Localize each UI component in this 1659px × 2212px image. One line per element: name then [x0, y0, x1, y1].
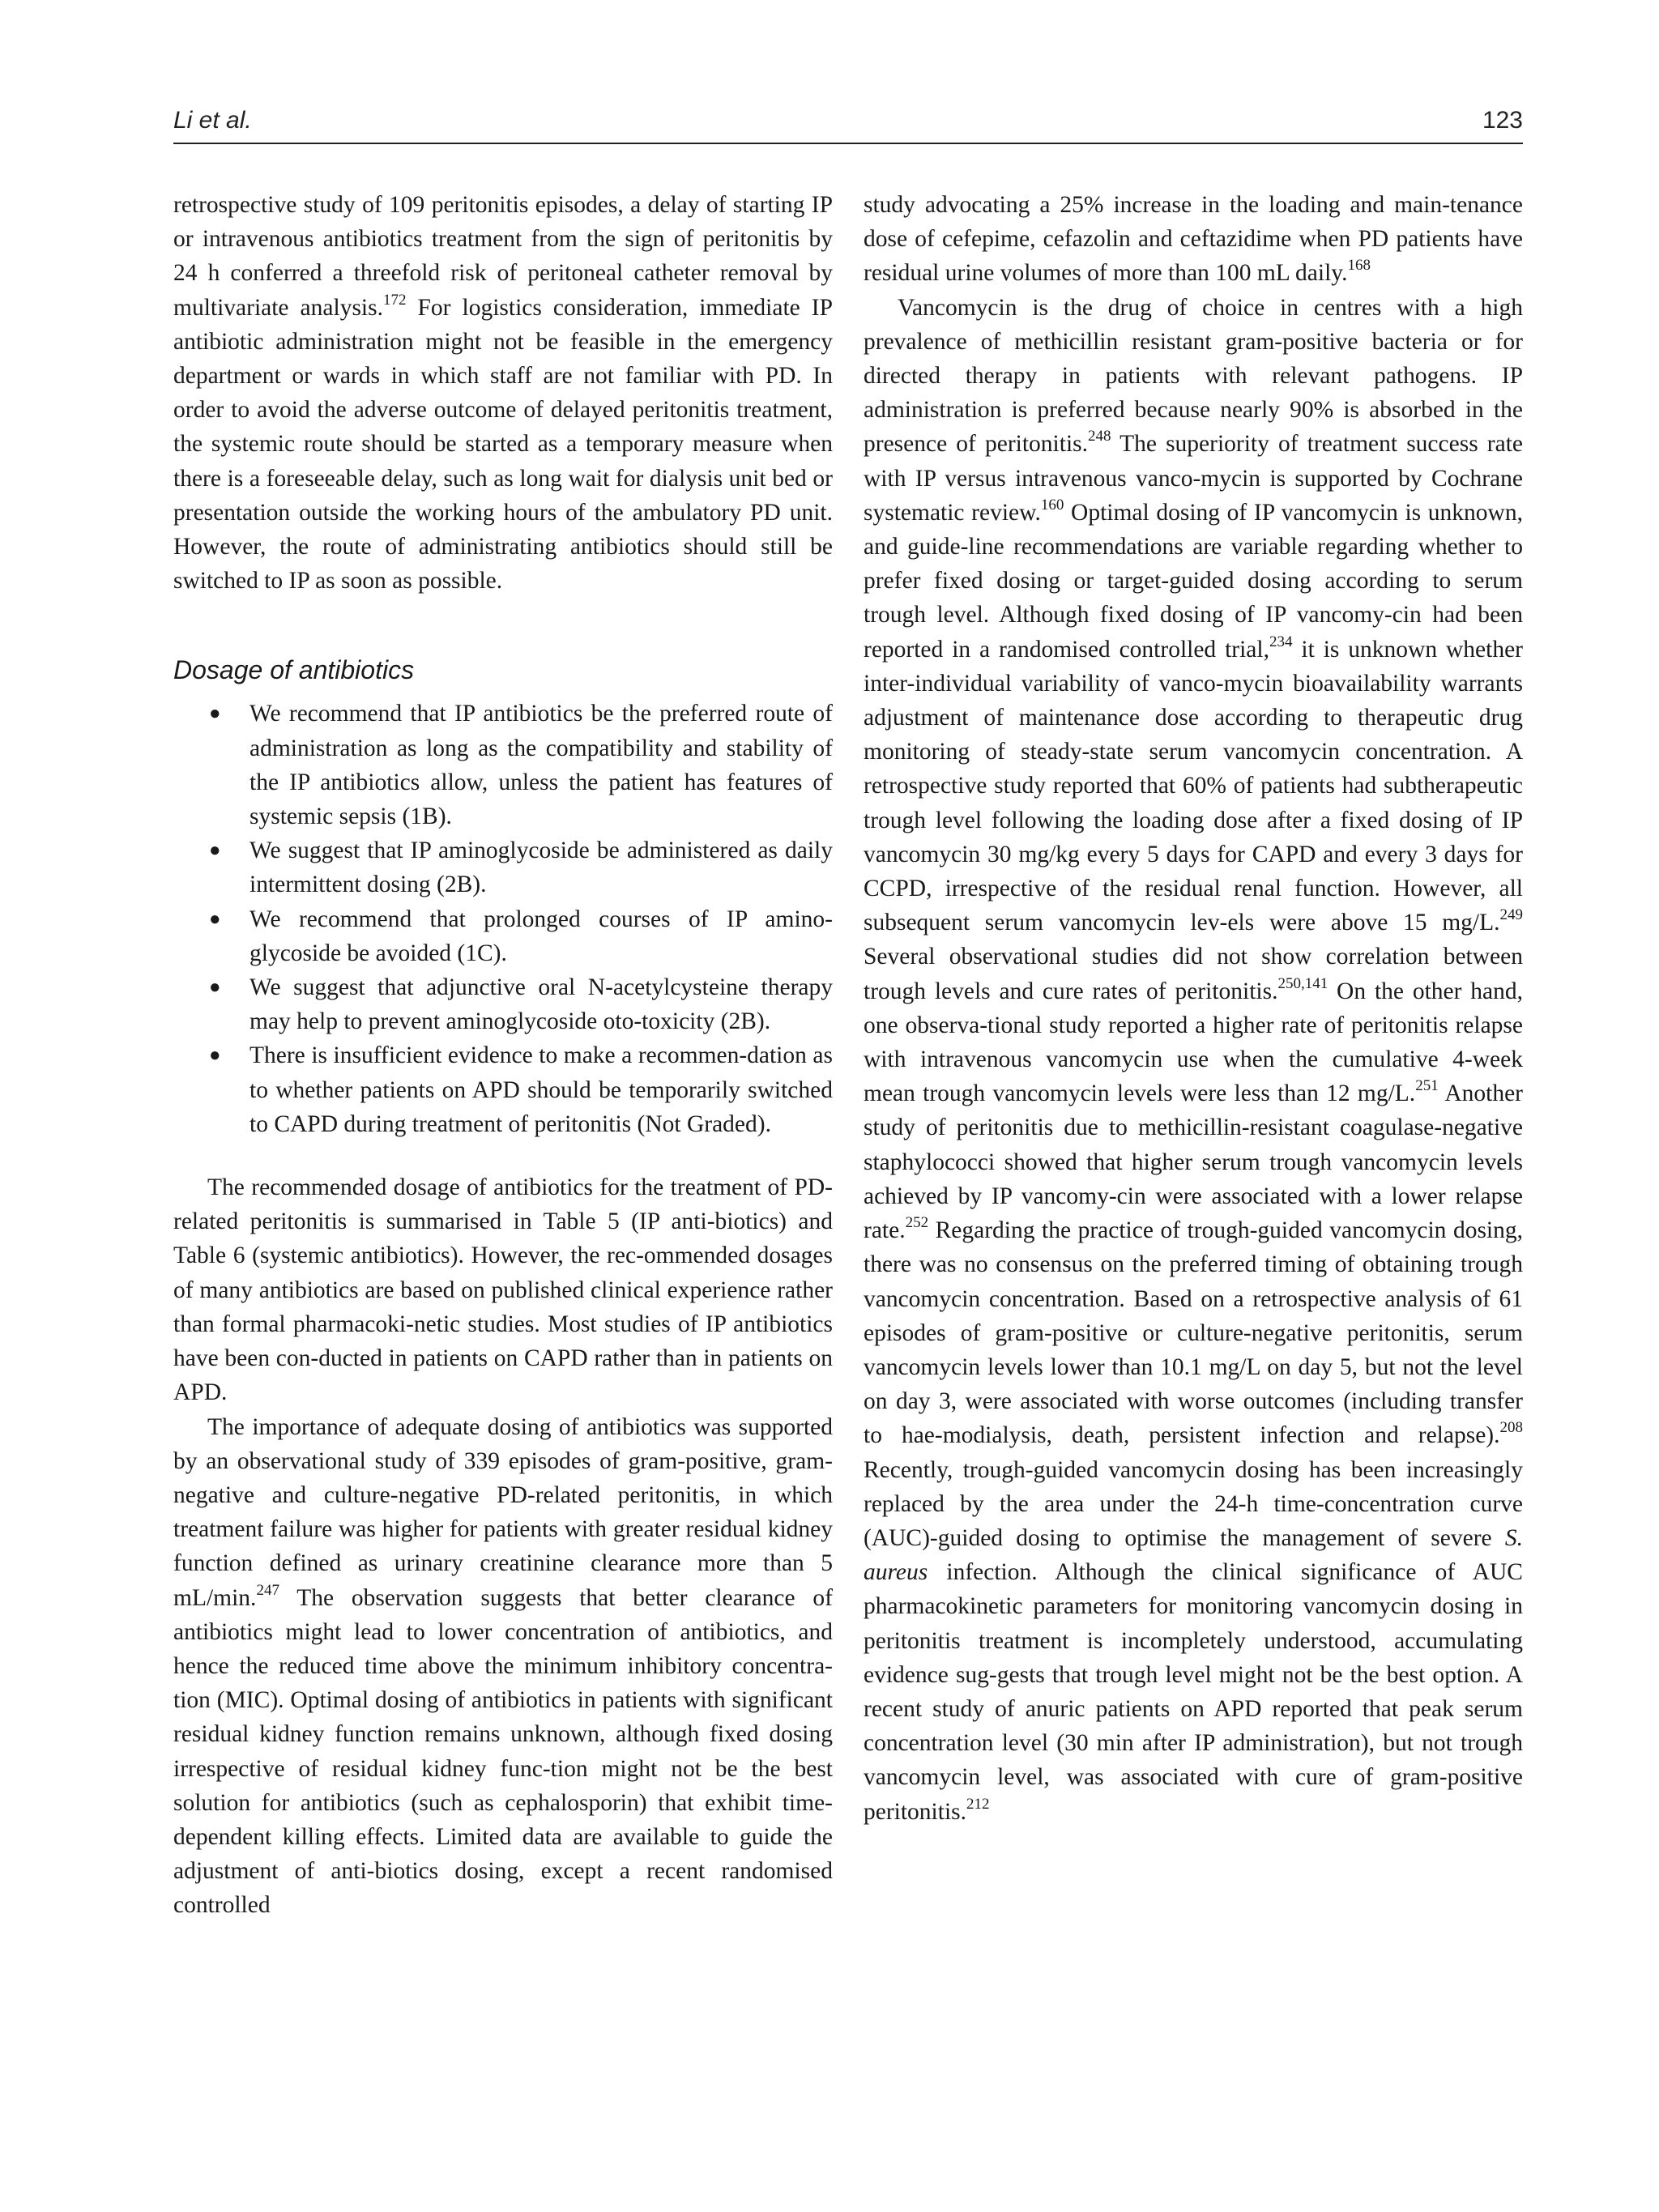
- paragraph-text: Several observational studies did not show correlation between trough levels and cure rates of peritonitis.: [864, 944, 1523, 1004]
- paragraph-text: retrospective study of 109 peritonitis episodes, a delay of starting IP or intravenous antibiotics treatment from the sign of peritonitis by 24 h conferred a threefold risk of peritoneal catheter removal by multivariate analysis.: [173, 192, 833, 321]
- recommendation-list: [173, 697, 833, 1141]
- paragraph-continued: [173, 188, 833, 598]
- bullet-icon: ●: [209, 840, 221, 862]
- citation-ref: 251: [1415, 1077, 1439, 1095]
- bullet-icon: ●: [209, 1045, 221, 1067]
- paragraph-text: The superiority of treatment success rate with IP versus intravenous vanco-mycin is supported by Cochrane systematic review.: [864, 431, 1523, 526]
- running-head-author: Li et al.: [173, 107, 252, 134]
- citation-ref: 249: [1499, 906, 1523, 924]
- citation-ref: 234: [1269, 633, 1293, 650]
- list-item: [209, 1038, 833, 1141]
- paragraph-continued: [864, 188, 1523, 291]
- bullet-icon: ●: [209, 977, 221, 999]
- citation-ref: 160: [1040, 496, 1064, 514]
- citation-ref: 172: [382, 291, 407, 309]
- citation-ref: 247: [256, 1581, 279, 1599]
- running-head: [173, 107, 1523, 144]
- paragraph-text: Another study of peritonitis due to methicillin-resistant coagulase-negative staphylococci showed that higher serum trough vancomycin levels achieved by IP vancomy-cin were associated with a lower relapse rate.: [864, 1080, 1523, 1244]
- paragraph-text: Optimal dosing of IP vancomycin is unknown, and guide-line recommendations are variable regarding whether to prefer fixed dosing or target-guided dosing according to serum trough level. Although fixed dosing of IP vancomy-cin had been reported in a randomised controlled trial,: [864, 499, 1523, 663]
- list-item-text: We recommend that prolonged courses of IP amino-glycoside be avoided (1C).: [249, 906, 833, 966]
- section-heading: Dosage of antibiotics: [173, 655, 415, 685]
- paragraph: The recommended dosage of antibiotics for the treatment of PD-related peritonitis is summarised in Table 5 (IP anti-biotics) and Table 6 (systemic antibiotics). However, the rec-ommended dosages of many antibiotics are based on published clinical experience rather than formal pharmacoki-netic studies. Most studies of IP antibiotics have been con-ducted in patients on CAPD rather than in patients on APD.: [173, 1174, 833, 1406]
- bullet-icon: ●: [209, 908, 221, 930]
- citation-ref: 248: [1088, 428, 1111, 445]
- list-item: [209, 970, 833, 1038]
- list-item-text: We suggest that IP aminoglycoside be administered as daily intermittent dosing (2B).: [249, 837, 833, 898]
- citation-ref: 250,141: [1277, 974, 1328, 992]
- paragraph-text: infection. Although the clinical significance of AUC pharmacokinetic parameters for monitoring vancomycin dosing in peritonitis treatment is incompletely understood, accumulating evidence sug-gests that trough level might not be the best option. A recent study of anuric patients on APD reported that peak serum concentration level (30 min after IP administration), but not trough vancomycin level, was associated with cure of gram-positive peritonitis.: [864, 1559, 1523, 1825]
- paragraph-text: For logistics consideration, immediate IP antibiotic administration might not be feasible in the emergency department or wards in which staff are not familiar with PD. In order to avoid the adverse outcome of delayed peritonitis treatment, the systemic route should be started as a temporary measure when there is a foreseeable delay, such as long wait for dialysis unit bed or presentation outside the working hours of the ambulatory PD unit. However, the route of administrating antibiotics should still be switched to IP as soon as possible.: [173, 294, 833, 595]
- list-item: [209, 833, 833, 901]
- citation-ref: 168: [1347, 257, 1371, 275]
- list-item-text: There is insufficient evidence to make a recommen-dation as to whether patients on APD should be temporarily switched to CAPD during treatment of peritonitis (Not Graded).: [249, 1042, 833, 1137]
- list-item-text: We recommend that IP antibiotics be the preferred route of administration as long as the compatibility and stability of the IP antibiotics allow, unless the patient has features of systemic sepsis (1B).: [249, 701, 833, 830]
- paragraph-text: it is unknown whether inter-individual variability of vanco-mycin bioavailability warrants adjustment of maintenance dose according to therapeutic drug monitoring of steady-state serum vancomycin concentration. A retrospective study reported that 60% of patients had subtherapeutic trough level following the loading dose after a fixed dosing of IP vancomycin 30 mg/kg every 5 days for CAPD and every 3 days for CCPD, irrespective of the residual renal function. However, all subsequent serum vancomycin lev-els were above 15 mg/L.: [864, 636, 1523, 936]
- bullet-icon: ●: [209, 703, 221, 725]
- paragraph: [864, 291, 1523, 1829]
- list-item: [209, 697, 833, 833]
- species-name: S. aureus: [864, 1524, 1523, 1586]
- paragraph-text: The observation suggests that better clearance of antibiotics might lead to lower concentration of antibiotics, and hence the reduced time above the minimum inhibitory concentra-tion (MIC). Optimal dosing of antibiotics in patients with significant residual kidney function remains unknown, although fixed dosing irrespective of residual kidney func-tion might not be the best solution for antibiotics (such as cephalosporin) that exhibit time-dependent killing effects. Limited data are available to guide the adjustment of anti-biotics dosing, except a recent randomised controlled: [173, 1584, 833, 1919]
- page-number: 123: [1482, 107, 1523, 134]
- citation-ref: 208: [1499, 1419, 1523, 1437]
- list-item: [209, 902, 833, 970]
- right-column: [864, 188, 1523, 1829]
- paragraph-text: The importance of adequate dosing of antibiotics was supported by an observational study of 339 episodes of gram-positive, gram-negative and culture-negative PD-related peritonitis, in which treatment failure was higher for patients with greater residual kidney function defined as urinary creatinine clearance more than 5 mL/min.: [173, 1413, 833, 1611]
- citation-ref: 252: [905, 1214, 929, 1232]
- paragraph-text: study advocating a 25% increase in the loading and main-tenance dose of cefepime, cefazolin and ceftazidime when PD patients have residual urine volumes of more than 100 mL daily.: [864, 192, 1523, 287]
- paragraph-text: Regarding the practice of trough-guided vancomycin dosing, there was no consensus on the preferred timing of obtaining trough vancomycin concentration. Based on a retrospective analysis of 61 episodes of gram-positive or culture-negative peritonitis, serum vancomycin levels lower than 10.1 mg/L on day 5, but not the level on day 3, were associated with worse outcomes (including transfer to hae-modialysis, death, persistent infection and relapse).: [864, 1217, 1523, 1449]
- paragraph: [173, 1410, 833, 1923]
- paragraph-text: On the other hand, one observa-tional study reported a higher rate of peritonitis relapse with intravenous vancomycin use when the cumulative 4-week mean trough vancomycin levels were less than 12 mg/L.: [864, 978, 1523, 1107]
- paragraph-text: Recently, trough-guided vancomycin dosing has been increasingly replaced by the area under the 24-h time-concentration curve (AUC)-guided dosing to optimise the management of severe: [864, 1456, 1523, 1551]
- paragraph-text: Vancomycin is the drug of choice in centres with a high prevalence of methicillin resistant gram-positive bacteria or for directed therapy in patients with relevant pathogens. IP administration is preferred because nearly 90% is absorbed in the presence of peritonitis.: [864, 294, 1523, 458]
- left-column: [173, 188, 833, 1923]
- citation-ref: 212: [966, 1795, 990, 1813]
- list-item-text: We suggest that adjunctive oral N-acetylcysteine therapy may help to prevent aminoglycoside oto-toxicity (2B).: [249, 974, 833, 1035]
